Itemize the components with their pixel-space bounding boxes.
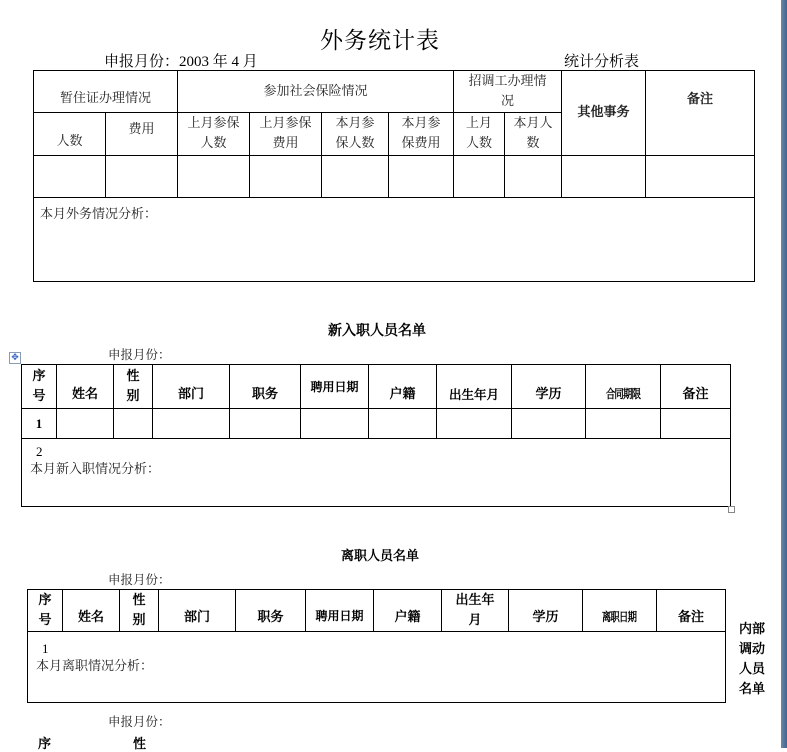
hdr-contract-term-text: 合同期限 <box>605 387 641 401</box>
col-rc-this-count <box>505 113 562 156</box>
hdr-position: 职务 <box>236 590 306 632</box>
hdr-position: 职务 <box>230 365 301 409</box>
cell-education[interactable] <box>512 409 586 439</box>
col-tr-count: 人数 <box>34 113 106 156</box>
report-month-label: 申报月份：2003 年 4 月 <box>104 54 258 70</box>
hdr-hire-date: 聘用日期 <box>301 365 369 409</box>
resignations-report-month: 申报月份： <box>108 572 171 587</box>
cell-si-last-count[interactable] <box>178 156 250 198</box>
cell-remarks[interactable] <box>661 409 731 439</box>
line: 本月人 <box>513 116 553 131</box>
line: 人员 <box>739 662 766 677</box>
cell-dept[interactable] <box>153 409 230 439</box>
internal-transfer-report-month: 申报月份： <box>108 714 171 729</box>
line: 性 <box>126 368 140 384</box>
cell-tr-count[interactable] <box>34 156 106 198</box>
cell-hukou[interactable] <box>369 409 437 439</box>
hdr-gender <box>114 365 153 409</box>
internal-transfer-label <box>739 620 769 700</box>
row-seq-2: 2 <box>36 444 43 459</box>
cell-contract-term[interactable] <box>586 409 661 439</box>
hdr-hire-date: 聘用日期 <box>306 590 374 632</box>
hdr-leave-date <box>583 590 657 632</box>
hdr-education: 学历 <box>509 590 583 632</box>
cell-si-this-fee[interactable] <box>389 156 454 198</box>
line: 人数 <box>200 136 227 151</box>
line: 人数 <box>466 136 493 151</box>
new-hires-table <box>21 364 731 507</box>
resignations-table <box>27 589 726 703</box>
table-row <box>22 409 731 439</box>
hdr-remarks: 备注 <box>661 365 731 409</box>
window-edge-scrollbar[interactable] <box>781 0 787 748</box>
header-recruitment-line2: 况 <box>501 93 515 109</box>
hdr-dept: 部门 <box>159 590 236 632</box>
resignations-analysis-cell[interactable] <box>28 632 726 703</box>
line: 保费用 <box>401 136 441 151</box>
hdr-name: 姓名 <box>63 590 120 632</box>
line: 本月参 <box>401 116 441 131</box>
header-recruitment-line1: 招调工办理情 <box>468 73 547 89</box>
line: 上月参保 <box>187 116 240 131</box>
cell-rc-last-count[interactable] <box>454 156 505 198</box>
line: 号 <box>38 612 52 628</box>
line: 别 <box>132 612 146 628</box>
cell-remarks[interactable] <box>646 156 755 198</box>
header-other-affairs: 其他事务 <box>562 71 646 156</box>
col-si-last-count <box>178 113 250 156</box>
resignations-title: 离职人员名单 <box>341 549 420 564</box>
hdr-dept: 部门 <box>153 365 230 409</box>
new-hires-analysis-label: 本月新入职情况分析： <box>30 462 161 477</box>
line: 性 <box>132 592 146 608</box>
header-recruitment <box>454 71 562 113</box>
line: 序 <box>32 368 46 384</box>
col-rc-last-count <box>454 113 505 156</box>
col-si-this-fee <box>389 113 454 156</box>
line: 本月参 <box>335 116 375 131</box>
line: 月 <box>468 612 482 628</box>
hdr-birth <box>442 590 509 632</box>
header-temp-residence: 暂住证办理情况 <box>34 71 178 113</box>
document-title: 外务统计表 <box>320 28 440 54</box>
hdr-remarks: 备注 <box>657 590 726 632</box>
hdr-leave-date-text: 离职日期 <box>602 610 637 624</box>
new-hires-title: 新入职人员名单 <box>328 323 426 339</box>
col-si-this-count <box>322 113 389 156</box>
foreign-affairs-stats-table <box>33 70 755 282</box>
hdr-contract-term <box>586 365 661 409</box>
line: 保人数 <box>335 136 375 151</box>
table-move-handle-icon[interactable]: ✥ <box>9 352 21 364</box>
line: 上月 <box>466 116 493 131</box>
hdr-gender <box>120 590 159 632</box>
new-hires-analysis-cell[interactable] <box>22 439 731 507</box>
hdr-name: 姓名 <box>57 365 114 409</box>
hdr-birth: 出生年月 <box>437 365 512 409</box>
resignations-analysis-label: 本月离职情况分析： <box>36 659 154 674</box>
line: 别 <box>126 388 140 404</box>
new-hires-report-month: 申报月份： <box>108 347 171 362</box>
data-row <box>34 156 755 198</box>
hdr-education: 学历 <box>512 365 586 409</box>
analysis-table-subtitle: 统计分析表 <box>564 52 640 70</box>
cell-si-last-fee[interactable] <box>250 156 322 198</box>
col-si-last-fee <box>250 113 322 156</box>
line: 数 <box>526 136 540 151</box>
row-seq-1: 1 <box>42 641 49 656</box>
hdr-seq <box>22 365 57 409</box>
line: 费用 <box>272 136 299 151</box>
internal-transfer-hdr-gender: 性 <box>133 737 147 752</box>
cell-other-affairs[interactable] <box>562 156 646 198</box>
cell-position[interactable] <box>230 409 301 439</box>
monthly-analysis-cell[interactable]: 本月外务情况分析： <box>34 198 755 282</box>
cell-si-this-count[interactable] <box>322 156 389 198</box>
header-remarks: 备注 <box>646 71 755 156</box>
cell-hire-date[interactable] <box>301 409 369 439</box>
header-social-insurance: 参加社会保险情况 <box>178 71 454 113</box>
hdr-seq <box>28 590 63 632</box>
line: 序 <box>38 592 52 608</box>
line: 名单 <box>739 682 766 697</box>
line: 上月参保 <box>259 116 312 131</box>
cell-tr-fee[interactable] <box>106 156 178 198</box>
cell-rc-this-count[interactable] <box>505 156 562 198</box>
cell-name[interactable] <box>57 409 114 439</box>
cell-gender[interactable] <box>114 409 153 439</box>
table-resize-handle[interactable] <box>728 506 735 513</box>
col-tr-fee: 费用 <box>106 113 178 156</box>
line: 内部 <box>739 622 766 637</box>
line: 出生年 <box>455 592 495 608</box>
line: 号 <box>32 388 46 404</box>
internal-transfer-hdr-seq: 序 <box>38 737 52 752</box>
hdr-hukou: 户籍 <box>369 365 437 409</box>
hdr-hukou: 户籍 <box>374 590 442 632</box>
row-seq: 1 <box>22 409 57 439</box>
cell-birth[interactable] <box>437 409 512 439</box>
line: 调动 <box>739 642 766 657</box>
